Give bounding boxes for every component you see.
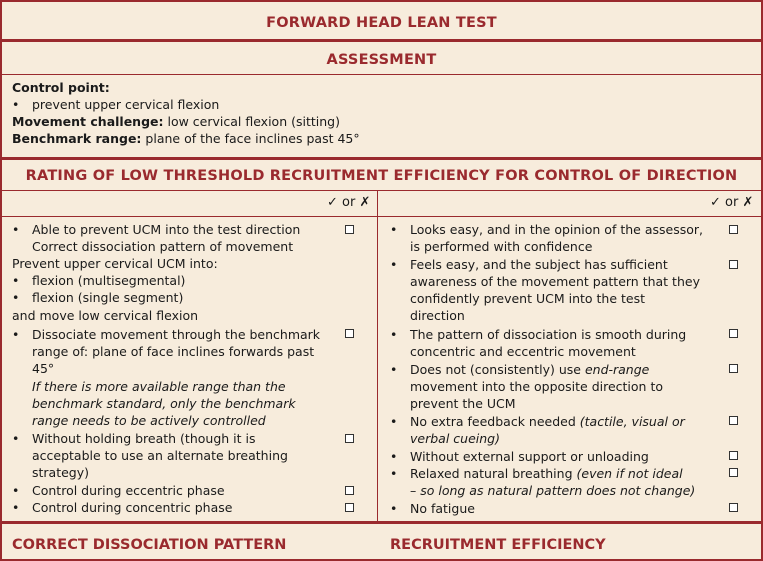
footer-recruitment-efficiency: RECRUITMENT EFFICIENCY xyxy=(390,537,606,553)
benchmark-label: Benchmark range: xyxy=(12,131,142,146)
divider xyxy=(2,190,761,191)
assessment-block xyxy=(12,79,752,154)
checkbox[interactable] xyxy=(345,329,354,338)
note-text: benchmark standard, only the benchmark xyxy=(32,396,296,411)
checkbox[interactable] xyxy=(729,468,738,477)
list-item-continuation: direction xyxy=(410,308,465,323)
list-item-continuation: strategy) xyxy=(32,465,90,480)
right-criteria: • Looks easy, and in the opinion of the assessor, is performed with confidence • Feels easy, and the subject has sufficient awareness of the movement pattern that they confidently prevent UCM into the test direction • The pattern of dissociation is smooth during concentric and eccentric movement • Does not (consistently) use end-range movement into the opposite direction to prevent the UCM • No extra feedback needed (tactile, visual or verbal cueing) • Without external support or unloading • Relaxed natural breathing (even if not ideal – so long as natural pattern does not change) • No fatigue xyxy=(390,222,703,516)
checkbox[interactable] xyxy=(729,260,738,269)
checkbox[interactable] xyxy=(729,364,738,373)
checkbox[interactable] xyxy=(345,486,354,495)
list-item-continuation: verbal cueing) xyxy=(410,431,500,446)
divider xyxy=(2,74,761,75)
checkbox[interactable] xyxy=(345,434,354,443)
checkbox[interactable] xyxy=(729,503,738,512)
checkbox[interactable] xyxy=(345,225,354,234)
benchmark-range xyxy=(12,130,360,147)
control-point-item xyxy=(12,96,220,113)
list-item-continuation: concentric and eccentric movement xyxy=(410,344,636,359)
list-item-continuation: 45° xyxy=(32,361,55,376)
list-item-continuation: movement into the opposite direction to xyxy=(410,379,663,394)
checkbox[interactable] xyxy=(729,416,738,425)
note-text: range needs to be actively controlled xyxy=(32,413,266,428)
tick-header-right: ✓ or ✗ xyxy=(710,195,754,210)
page-title: FORWARD HEAD LEAN TEST xyxy=(266,15,497,31)
list-item-continuation: range of: plane of face inclines forwards past xyxy=(32,344,315,359)
divider xyxy=(2,157,761,160)
movement-challenge-label: Movement challenge: xyxy=(12,114,164,129)
checkbox[interactable] xyxy=(729,451,738,460)
note-text: If there is more available range than the xyxy=(32,379,286,394)
left-criteria: • Able to prevent UCM into the test direction Correct dissociation pattern of movement Prevent upper cervical UCM into: • flexion (multisegmental) • flexion (single segment) and move low cervical flexion • Dissociate movement through the benchmark range of: plane of face inclines forwards past 45° If there is more available range than the benchmark standard, only the benchmark range needs to be actively controlled • Without holding breath (though it is acceptable to use an alternate breathing strategy) • Control during eccentric phase • Control during concentric phase xyxy=(12,222,321,515)
divider xyxy=(2,216,761,217)
divider xyxy=(2,521,761,524)
control-point-label: Control point: xyxy=(12,80,110,95)
control-point-text: prevent upper cervical flexion xyxy=(32,97,220,112)
list-item-continuation: confidently prevent UCM into the test xyxy=(410,291,646,306)
bullet: • xyxy=(12,97,20,112)
column-divider xyxy=(377,190,378,521)
list-item-continuation: awareness of the movement pattern that they xyxy=(410,274,700,289)
list-item-continuation: prevent the UCM xyxy=(410,396,516,411)
checkbox[interactable] xyxy=(729,329,738,338)
list-item-continuation: is performed with confidence xyxy=(410,239,593,254)
rating-heading: RATING OF LOW THRESHOLD RECRUITMENT EFFICIENCY FOR CONTROL OF DIRECTION xyxy=(25,168,738,184)
assessment-heading: ASSESSMENT xyxy=(326,52,437,68)
footer-correct-dissociation: CORRECT DISSOCIATION PATTERN xyxy=(12,537,287,553)
benchmark-value: plane of the face inclines past 45° xyxy=(141,131,360,146)
checkbox[interactable] xyxy=(345,503,354,512)
movement-challenge-value: low cervical flexion (sitting) xyxy=(163,114,340,129)
list-item-continuation: Correct dissociation pattern of movement xyxy=(32,239,294,254)
list-text: Prevent upper cervical UCM into: xyxy=(12,256,218,271)
list-item-continuation: acceptable to use an alternate breathing xyxy=(32,448,288,463)
divider xyxy=(2,39,761,42)
list-text: and move low cervical flexion xyxy=(12,308,199,323)
checkbox[interactable] xyxy=(729,225,738,234)
tick-header-left: ✓ or ✗ xyxy=(327,195,371,210)
list-item-continuation: – so long as natural pattern does not change) xyxy=(410,483,696,498)
movement-challenge xyxy=(12,113,340,130)
